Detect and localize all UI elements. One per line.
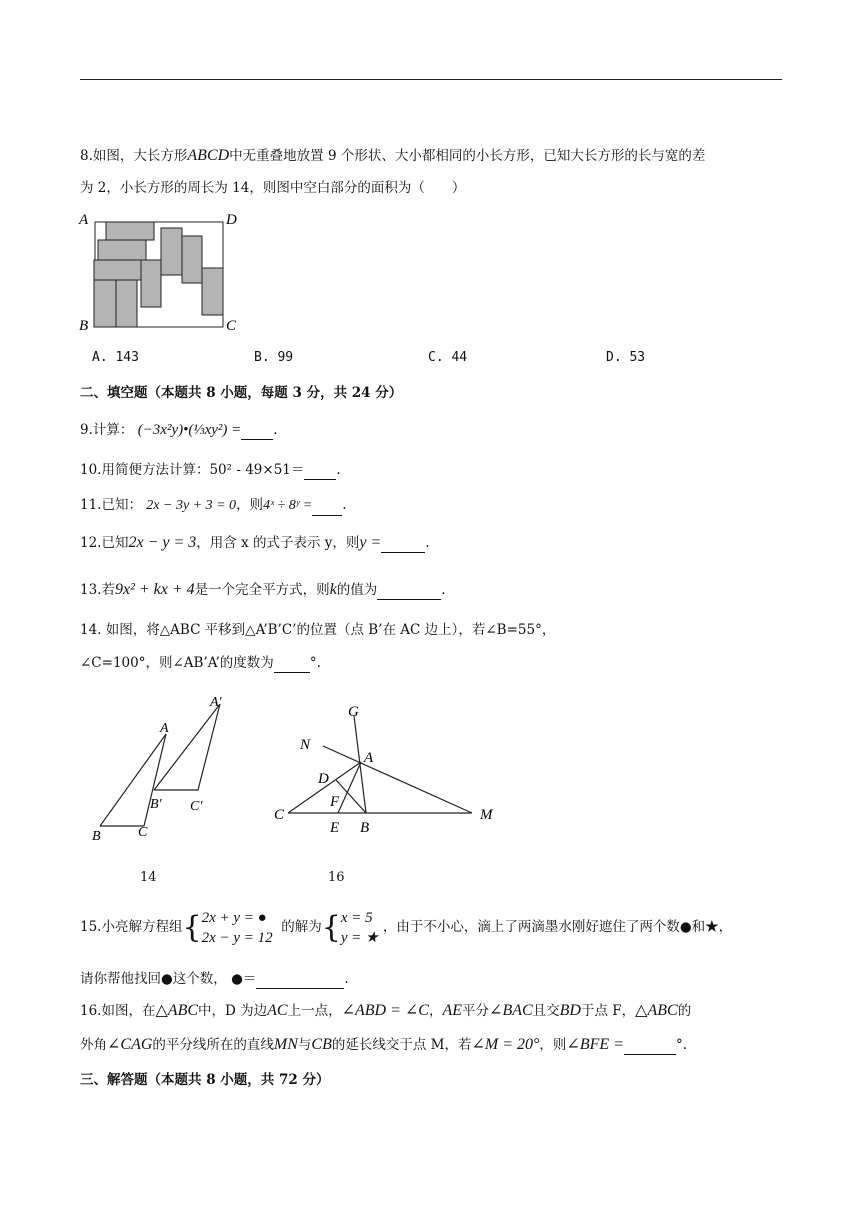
fig16-label-c: C <box>274 807 285 823</box>
q16-text: 的 <box>677 1003 692 1019</box>
fig16-label-d: D <box>318 771 329 787</box>
q13-var: k <box>329 581 337 598</box>
q11-mid: ，则 <box>236 497 264 513</box>
q11-expression: 4ˣ ÷ 8ʸ = <box>263 498 313 513</box>
q12 <box>80 533 430 553</box>
fig14-label-c2: C′ <box>190 799 203 814</box>
q16-blank[interactable] <box>624 1040 676 1055</box>
q16-text: 16.如图，在 <box>80 1003 156 1019</box>
section-3-heading: 三、解答题（本题共 8 小题，共 72 分） <box>80 1072 330 1088</box>
q11-blank[interactable] <box>312 501 342 516</box>
q13-mid: 是一个完全平方式，则 <box>194 582 330 598</box>
q16-math: AE <box>442 1002 463 1019</box>
q15-eq2: 2x − y = 12 <box>201 929 273 946</box>
q8-rectangle-figure <box>76 206 246 336</box>
figure-14-caption: 14 <box>140 870 157 885</box>
q16-math: ∠BFE = <box>566 1036 624 1053</box>
q16-text: 于点 F， <box>580 1003 636 1019</box>
q9-expression: (−3x²y)•(⅓xy²) = <box>137 422 242 438</box>
q16-text: 平分 <box>462 1003 490 1019</box>
q11-label: 11.已知： <box>80 497 142 513</box>
triangle-abc <box>100 734 166 826</box>
q13-expression: 9x² + kx + 4 <box>114 581 195 598</box>
q14-blank[interactable] <box>274 658 310 673</box>
fig16-label-m: M <box>480 807 493 823</box>
q16-text: ，则 <box>539 1037 567 1053</box>
label-b: B <box>79 318 89 334</box>
q12-period: . <box>425 535 430 551</box>
small-rect <box>94 260 142 280</box>
q13-period: . <box>441 582 446 598</box>
q16-math: ∠CAG <box>107 1036 153 1053</box>
q13-label: 13.若 <box>80 582 115 598</box>
q14-text: ∠C=100°，则∠AB’A’的度数为 <box>80 655 274 671</box>
q12-var: y = <box>359 534 382 551</box>
q15-line2-text: 请你帮他找回●这个数， ●＝ <box>80 971 257 987</box>
label-d: D <box>226 212 237 228</box>
q8-line1 <box>80 146 705 166</box>
small-rect <box>182 236 202 283</box>
q12-blank[interactable] <box>381 538 425 553</box>
q8-text-b: 中无重叠地放置 9 个形状、大小都相同的小长方形，已知大长方形的长与宽的差 <box>229 148 706 164</box>
q12-mid: ，用含 x 的式子表示 y，则 <box>196 535 360 551</box>
fig14-label-c: C <box>138 825 148 840</box>
q11-period: . <box>342 497 347 513</box>
q16-text: 的延长线交于点 M，若 <box>331 1037 472 1053</box>
q12-equation: 2x − y = 3 <box>128 534 197 551</box>
label-c: C <box>226 318 237 334</box>
fig16-label-b: B <box>360 820 370 836</box>
q15-mid: 的解为 <box>281 919 322 935</box>
q15-sol1: x = 5 <box>340 909 373 926</box>
q10 <box>80 460 341 480</box>
q16-text: 与 <box>297 1037 312 1053</box>
q10-period: . <box>336 462 341 478</box>
q8-var-abcd: ABCD <box>187 147 230 164</box>
q16-text: 的平分线所在的直线 <box>152 1037 274 1053</box>
q8-line2: 为 2，小长方形的周长为 14，则图中空白部分的面积为（ ） <box>80 180 466 196</box>
q8-option-d[interactable]: D. 53 <box>606 350 646 365</box>
q16-math: AC <box>267 1002 288 1019</box>
q15-line2 <box>80 969 349 989</box>
q16-line2 <box>80 1035 687 1055</box>
q16-math: ∠BAC <box>489 1002 533 1019</box>
fig16-label-g: G <box>348 704 359 720</box>
q15-blank[interactable] <box>256 974 344 989</box>
q16-text: ， <box>428 1003 443 1019</box>
figure-14 <box>82 690 232 850</box>
q15-label: 15.小亮解方程组 <box>80 919 183 935</box>
q15-eq1: 2x + y = ● <box>201 909 267 926</box>
figure-16-caption: 16 <box>328 870 345 885</box>
q16-text: 中，D 为边 <box>198 1003 268 1019</box>
q15-solution <box>341 908 379 948</box>
fig14-label-a: A <box>160 721 169 736</box>
q13-blank[interactable] <box>377 585 441 600</box>
q12-label: 12.已知 <box>80 535 129 551</box>
q16-line1 <box>80 1001 691 1021</box>
q16-math: △ABC <box>155 1002 199 1019</box>
small-rect <box>141 260 161 307</box>
q16-text: 上一点， <box>287 1003 342 1019</box>
small-rect <box>106 222 154 240</box>
small-rect <box>202 268 223 315</box>
q16-text: 外角 <box>80 1037 107 1053</box>
q11-equation: 2x − 3y + 3 = 0 <box>146 498 237 513</box>
fig14-label-b2: B′ <box>150 797 162 812</box>
q15-system <box>202 908 273 948</box>
label-a: A <box>79 212 89 228</box>
q11 <box>80 495 347 516</box>
fig14-label-a2: A′ <box>210 695 222 710</box>
q9-label: 9.计算： <box>80 422 134 438</box>
q15-line1 <box>80 904 732 950</box>
fig16-label-n: N <box>300 737 311 753</box>
fig16-label-a: A <box>364 750 374 766</box>
line-n-m <box>323 746 472 813</box>
q14-degree: °. <box>309 655 321 671</box>
q8-option-c[interactable]: C. 44 <box>428 350 468 365</box>
q9-blank[interactable] <box>241 425 273 440</box>
q13 <box>80 580 446 600</box>
small-rect <box>161 228 182 275</box>
q15-post: ，由于不小心，滴上了两滴墨水刚好遮住了两个数●和★， <box>382 919 733 935</box>
header-rule <box>80 79 782 80</box>
section-2-heading: 二、填空题（本题共 8 小题，每题 3 分，共 24 分） <box>80 385 403 401</box>
q16-math: CB <box>311 1036 332 1053</box>
q16-degree: °. <box>675 1037 687 1053</box>
q14-line1: 14. 如图，将△ABC 平移到△A’B’C’的位置（点 B’在 AC 边上），若∠B=55°， <box>80 622 556 638</box>
fig16-label-e: E <box>330 820 340 836</box>
fig14-label-b: B <box>92 829 101 844</box>
q15-sol2: y = ★ <box>340 929 379 946</box>
q16-math: MN <box>273 1036 298 1053</box>
q16-math: ∠ABD = ∠C <box>341 1002 429 1019</box>
fig16-label-f: F <box>330 794 340 810</box>
q10-blank[interactable] <box>304 465 336 480</box>
q14-line2 <box>80 653 321 673</box>
q13-post: 的值为 <box>336 582 378 598</box>
q15-brace-left: { <box>182 909 202 945</box>
small-rect <box>116 280 137 327</box>
q15-brace-right: { <box>321 909 341 945</box>
q8-text-a: 8.如图，大长方形 <box>80 148 188 164</box>
q8-option-a[interactable]: A. 143 <box>92 350 139 365</box>
q16-math: ∠M = 20° <box>471 1036 540 1053</box>
small-rect <box>98 240 146 260</box>
q15-period: . <box>344 971 349 987</box>
q9: 9.计算： (−3x²y)•(⅓xy²) = . <box>80 422 278 438</box>
figure-16 <box>268 696 508 836</box>
q16-math: BD <box>559 1002 581 1019</box>
q16-text: 且交 <box>532 1003 560 1019</box>
q8-option-b[interactable]: B. 99 <box>254 350 294 365</box>
q16-math: △ABC <box>635 1002 678 1019</box>
q10-text: 10.用简便方法计算：50² - 49×51＝ <box>80 462 305 478</box>
triangle-a2b2c2 <box>154 704 220 790</box>
small-rect <box>94 280 116 327</box>
